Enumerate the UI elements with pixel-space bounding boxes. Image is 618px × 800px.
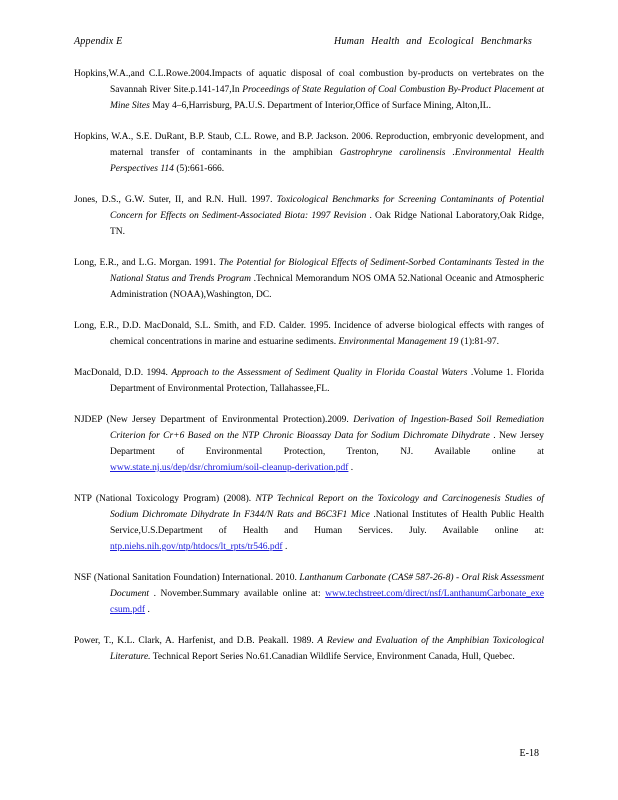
reference-text: .Volume 1. Florida Department of Environmental Protection, Tallahassee,FL. (110, 368, 544, 394)
reference-text: Jones, D.S., G.W. Suter, II, and R.N. Hull. 1997. (74, 195, 277, 205)
reference-text: . New Jersey Department of Environmental Protection, Trenton, NJ. Available online at (110, 431, 544, 457)
reference-link[interactable]: www.techstreet.com/direct/nsf/LanthanumCarbonate_exe csum.pdf (110, 589, 544, 615)
reference-text: (5):661-666. (173, 164, 225, 174)
reference-text: . November.Summary available online at: (149, 589, 326, 599)
reference-title: Lanthanum Carbonate (CAS# 587-26-8) - Oral Risk Assessment Document (110, 573, 544, 599)
reference-text: Technical Report Series No.61.Canadian Wildlife Service, Environment Canada, Hull, Quebec. (150, 652, 515, 662)
reference-text: Hopkins,W.A.,and C.L.Rowe.2004.Impacts of aquatic disposal of coal combustion by-products on vertebrates on the Savannah River Site.p.141-147,In (74, 69, 544, 95)
reference-entry (74, 318, 544, 350)
reference-title: Derivation of Ingestion-Based Soil Remediation Criterion for Cr+6 Based on the NTP Chronic Bioassay Data for Sodium Dichromate Dihydrate (110, 415, 545, 441)
reference-entry (74, 365, 544, 397)
reference-entry (74, 192, 544, 240)
reference-title: Toxicological Benchmarks for Screening Contaminants of Potential Concern for Effects on Sediment-Associated Biota: 1997 Revision (110, 195, 544, 221)
reference-text: Power, T., K.L. Clark, A. Harfenist, and D.B. Peakall. 1989. (74, 636, 318, 646)
page-number: E-18 (519, 748, 539, 759)
reference-text: (1):81-97. (458, 337, 500, 347)
reference-text: . (348, 463, 354, 473)
reference-entry (74, 570, 544, 618)
reference-title: Approach to the Assessment of Sediment Quality in Florida Coastal Waters (171, 368, 468, 378)
reference-text: Long, E.R., and L.G. Morgan. 1991. (74, 258, 219, 268)
reference-text: NSF (National Sanitation Foundation) International. 2010. (74, 573, 300, 583)
reference-link[interactable]: www.state.nj.us/dep/dsr/chromium/soil-cleanup-derivation.pdf (110, 463, 349, 473)
reference-text: .Technical Memorandum NOS OMA 52.National Oceanic and Atmospheric Administration (NOAA),Washington, DC. (110, 274, 544, 300)
reference-text: Hopkins, W.A., S.E. DuRant, B.P. Staub, C.L. Rowe, and B.P. Jackson. 2006. Reproduction, embryonic development, and maternal transfer of contaminants in the amphibian (74, 132, 544, 158)
reference-entry (74, 412, 544, 476)
reference-text: Long, E.R., D.D. MacDonald, S.L. Smith, and F.D. Calder. 1995. Incidence of adverse biological effects with ranges of chemical concentrations in marine and estuarine sediments. (74, 321, 544, 347)
reference-title: NTP Technical Report on the Toxicology and Carcinogenesis Studies of Sodium Dichromate Dihydrate In F344/N Rats and B6C3F1 Mice (110, 494, 545, 520)
reference-text: NJDEP (New Jersey Department of Environmental Protection).2009. (74, 415, 354, 425)
reference-text: . (282, 542, 288, 552)
reference-text: . Oak Ridge National Laboratory,Oak Ridge, TN. (110, 211, 544, 237)
reference-title: The Potential for Biological Effects of Sediment-Sorbed Contaminants Tested in the National Status and Trends Program (110, 258, 544, 284)
reference-entry (74, 66, 544, 114)
running-header-left: Appendix E (74, 36, 123, 47)
reference-link[interactable]: ntp.niehs.nih.gov/ntp/htdocs/lt_rpts/tr546.pdf (110, 542, 283, 552)
reference-text: May 4–6,Harrisburg, PA.U.S. Department of Interior,Office of Surface Mining, Alton,IL. (149, 101, 491, 111)
reference-entry (74, 491, 544, 555)
reference-text: .National Institutes of Health Public Health Service,U.S.Department of Health and Human Services. July. Available online at: (110, 510, 544, 536)
reference-text: MacDonald, D.D. 1994. (74, 368, 172, 378)
reference-list (74, 66, 544, 680)
reference-title: A Review and Evaluation of the Amphibian Toxicological Literature. (110, 636, 544, 662)
reference-entry (74, 255, 544, 303)
reference-title: Proceedings of State Regulation of Coal Combustion By-Product Placement at Mine Sites (110, 85, 544, 111)
reference-text: . (145, 605, 150, 615)
reference-title: Environmental Management 19 (338, 337, 459, 347)
reference-title: Gastrophryne carolinensis .Environmental Health Perspectives 114 (110, 148, 545, 174)
reference-entry (74, 633, 544, 665)
running-header-right: Human Health and Ecological Benchmarks (333, 36, 532, 47)
reference-text: NTP (National Toxicology Program) (2008). (74, 494, 256, 504)
reference-entry (74, 129, 544, 177)
